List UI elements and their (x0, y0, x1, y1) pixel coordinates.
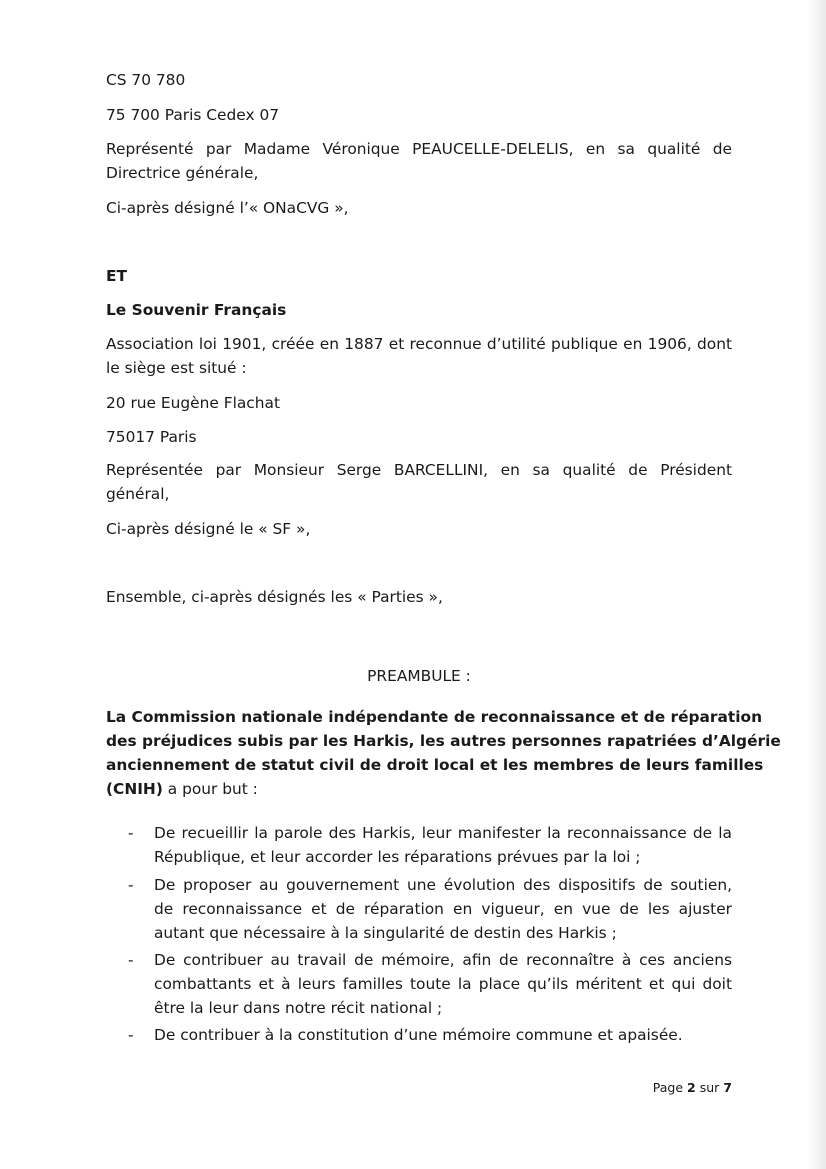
sf-representative-line2: général, (106, 485, 170, 503)
bullet2-line2: de reconnaissance et de réparation en vigueur, en vue de les ajuster (154, 900, 732, 918)
preambule-intro-line4 (106, 777, 732, 801)
parties-designation: Ensemble, ci-après désignés les « Parties », (106, 588, 443, 606)
bullet-dash: - (128, 1026, 134, 1044)
sf-association-line2: le siège est situé : (106, 359, 247, 377)
bullet1-line2: République, et leur accorder les réparations prévues par la loi ; (154, 848, 641, 866)
scan-edge-shadow (808, 0, 826, 1169)
sf-city: 75017 Paris (106, 428, 197, 446)
sf-name: Le Souvenir Français (106, 301, 287, 319)
sf-representative-line1: Représentée par Monsieur Serge BARCELLINI, en sa qualité de Président (106, 461, 732, 479)
bullet3-line1: De contribuer au travail de mémoire, afin de reconnaître à ces anciens (154, 951, 732, 969)
onacvg-representative-line1: Représenté par Madame Véronique PEAUCELLE-DELELIS, en sa qualité de (106, 140, 732, 158)
bullet-dash: - (128, 876, 134, 894)
page-word: Page (652, 1080, 684, 1095)
current-page: 2 (687, 1080, 696, 1095)
onacvg-city: 75 700 Paris Cedex 07 (106, 106, 280, 124)
bullet3-line3: être la leur dans notre récit national ; (154, 999, 443, 1017)
onacvg-representative-line2: Directrice générale, (106, 164, 259, 182)
page-number (606, 1079, 732, 1097)
sf-association-line1: Association loi 1901, créée en 1887 et reconnue d’utilité publique en 1906, dont (106, 335, 732, 353)
preambule-heading: PREAMBULE : (367, 667, 471, 685)
of-word: sur (699, 1080, 720, 1095)
sf-street: 20 rue Eugène Flachat (106, 394, 280, 412)
cnih-acronym: (CNIH) (106, 780, 163, 798)
preambule-intro-line3: anciennement de statut civil de droit local et les membres de leurs familles (106, 756, 764, 774)
bullet1-line1: De recueillir la parole des Harkis, leur manifester la reconnaissance de la (154, 824, 732, 842)
bullet2-line3: autant que nécessaire à la singularité de destin des Harkis ; (154, 924, 617, 942)
et-separator: ET (106, 267, 128, 285)
onacvg-designation: Ci-après désigné l’« ONaCVG », (106, 199, 349, 217)
preambule-intro-line2: des préjudices subis par les Harkis, les autres personnes rapatriées d’Algérie (106, 732, 781, 750)
sf-designation: Ci-après désigné le « SF », (106, 520, 311, 538)
intro-purpose-text: a pour but : (162, 780, 258, 798)
bullet2-line1: De proposer au gouvernement une évolution des dispositifs de soutien, (154, 876, 732, 894)
total-pages: 7 (723, 1080, 732, 1095)
bullet4-line1: De contribuer à la constitution d’une mémoire commune et apaisée. (154, 1026, 683, 1044)
onacvg-cs: CS 70 780 (106, 71, 186, 89)
preambule-intro-line1: La Commission nationale indépendante de reconnaissance et de réparation (106, 708, 763, 726)
bullet-dash: - (128, 824, 134, 842)
bullet3-line2: combattants et à leurs familles toute la place qu’ils méritent et qui doit (154, 975, 732, 993)
bullet-dash: - (128, 951, 134, 969)
